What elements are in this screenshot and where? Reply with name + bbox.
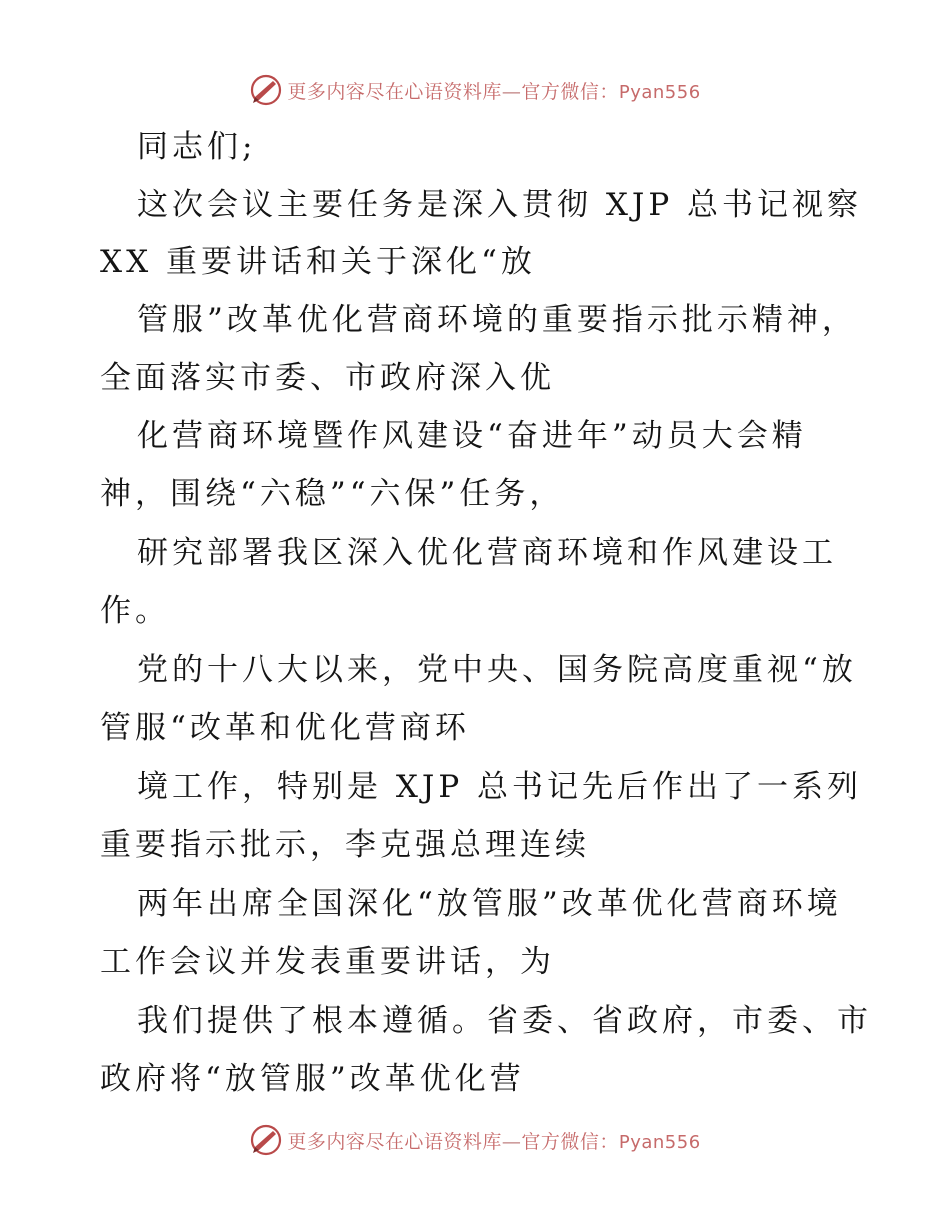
text-line: 重要指示批示，李克强总理连续 (100, 827, 590, 863)
text-line: 这次会议主要任务是深入贯彻 XJP 总书记视察 (137, 187, 863, 223)
text-line: 党的十八大以来，党中央、国务院高度重视“放 (137, 652, 857, 688)
text-line: 神，围绕“六稳”“六保”任务， (100, 476, 565, 512)
header-watermark (0, 70, 950, 110)
watermark-text: 更多内容尽在心语资料库—官方微信：Pyan556 (287, 80, 701, 103)
watermark-text: 更多内容尽在心语资料库—官方微信：Pyan556 (287, 1130, 701, 1153)
text-line: 管服”改革优化营商环境的重要指示批示精神， (137, 302, 857, 338)
pen-circle-logo-icon (249, 73, 283, 107)
footer-watermark (0, 1120, 950, 1160)
pen-circle-logo-icon (249, 1123, 283, 1157)
text-line: 研究部署我区深入优化营商环境和作风建设工 (137, 535, 837, 571)
text-line: 两年出席全国深化“放管服”改革优化营商环境 (137, 886, 842, 922)
text-line: 管服“改革和优化营商环 (100, 710, 470, 746)
text-line: XX 重要讲话和关于深化“放 (100, 244, 536, 280)
text-line: 同志们; (137, 129, 257, 165)
text-line: 境工作，特别是 XJP 总书记先后作出了一系列 (137, 769, 863, 805)
text-line: 我们提供了根本遵循。省委、省政府，市委、市 (137, 1003, 872, 1039)
text-line: 政府将“放管服”改革优化营 (100, 1061, 525, 1097)
text-line: 工作会议并发表重要讲话，为 (100, 944, 555, 980)
text-line: 作。 (100, 593, 170, 629)
text-line: 全面落实市委、市政府深入优 (100, 360, 555, 396)
text-line: 化营商环境暨作风建设“奋进年”动员大会精 (137, 418, 807, 454)
